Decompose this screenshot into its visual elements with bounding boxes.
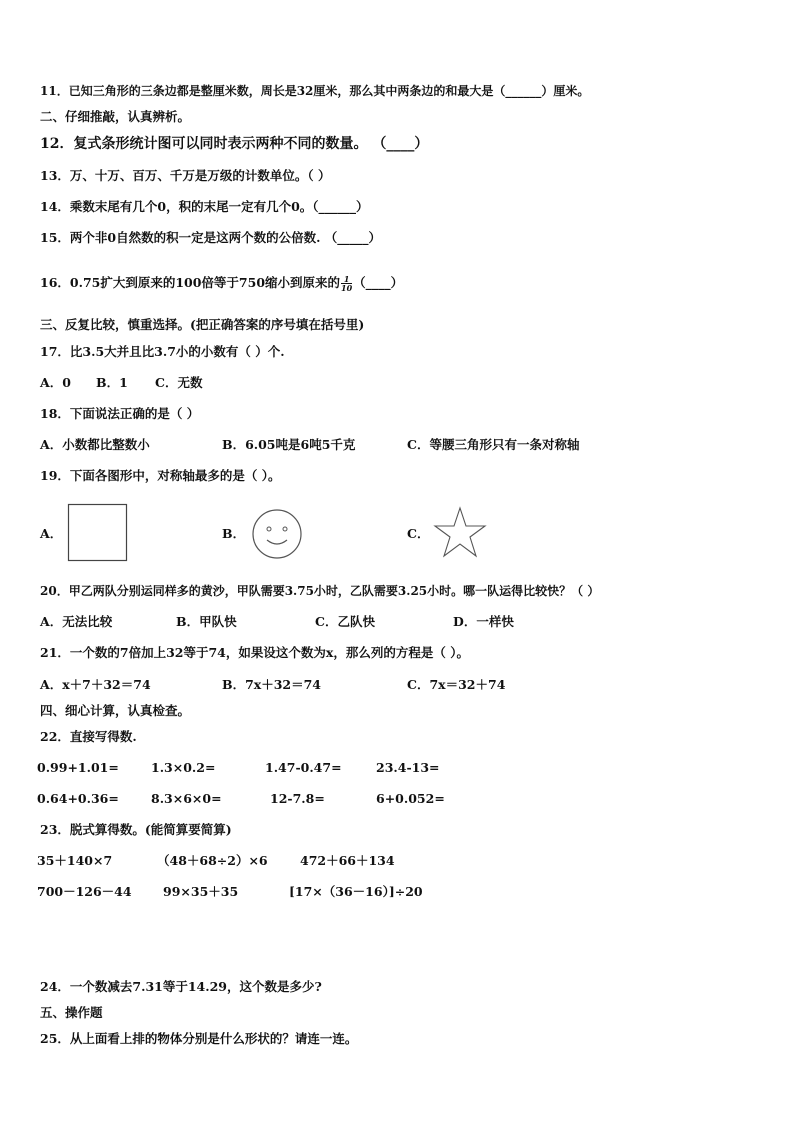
- question-20-stem: 20．甲乙两队分别运同样多的黄沙，甲队需要3.75小时，乙队需要3.25小时。哪一队运得比较快？（ ）: [40, 584, 600, 598]
- q20-option-b: B．甲队快: [176, 614, 237, 629]
- q22-r1-c2: 1.3×0.2=: [151, 760, 216, 775]
- q21-option-a: A．x＋7＋32＝74: [40, 677, 151, 692]
- q19-option-a-label: A．: [40, 526, 63, 541]
- square-figure: [67, 503, 129, 563]
- q22-r2-c3: 12-7.8=: [270, 791, 325, 806]
- question-16-text: 16．0.75扩大到原来的100倍等于750缩小到原来的: [40, 275, 341, 290]
- question-16: [40, 275, 403, 292]
- q22-r2-c4: 6+0.052=: [376, 791, 445, 806]
- question-13: 13．万、十万、百万、千万是万级的计数单位。（ ）: [40, 168, 331, 183]
- q21-option-c: C．7x＝32＋74: [407, 677, 506, 692]
- fraction-denominator: 10: [341, 283, 353, 293]
- section-2-heading: 二、仔细推敲，认真辨析。: [40, 109, 191, 124]
- q23-r2-c1: 700－126－44: [37, 884, 132, 899]
- question-25: 25．从上面看上排的物体分别是什么形状的？请连一连。: [40, 1031, 358, 1046]
- question-23-stem: 23．脱式算得数。(能简算要简算): [40, 822, 232, 837]
- q22-r1-c3: 1.47-0.47=: [265, 760, 342, 775]
- smiley-face-figure: [251, 508, 303, 560]
- q20-option-a: A．无法比较: [40, 614, 113, 629]
- q22-r1-c4: 23.4-13=: [376, 760, 440, 775]
- question-11: 11．已知三角形的三条边都是整厘米数，周长是32厘米，那么其中两条边的和最大是（______）厘米。: [40, 84, 590, 98]
- fraction-numerator: 1: [341, 275, 352, 284]
- q19-option-c-label: C．: [407, 526, 430, 541]
- question-12: 12．复式条形统计图可以同时表示两种不同的数量。 （____）: [40, 136, 429, 152]
- q22-r1-c1: 0.99+1.01=: [37, 760, 119, 775]
- question-17-stem: 17．比3.5大并且比3.7小的小数有（ ）个.: [40, 344, 285, 359]
- q22-r2-c2: 8.3×6×0=: [151, 791, 222, 806]
- question-14: 14．乘数末尾有几个0，积的末尾一定有几个0。（______）: [40, 199, 369, 214]
- question-19-stem: 19．下面各图形中，对称轴最多的是（ ）。: [40, 468, 281, 483]
- q22-r2-c1: 0.64+0.36=: [37, 791, 119, 806]
- question-15: 15．两个非0自然数的积一定是这两个数的公倍数. （_____）: [40, 230, 382, 245]
- q20-option-c: C．乙队快: [315, 614, 375, 629]
- question-21-stem: 21．一个数的7倍加上32等于74，如果设这个数为x，那么列的方程是（ ）。: [40, 645, 469, 660]
- section-5-heading: 五、操作题: [40, 1005, 103, 1020]
- question-22-stem: 22．直接写得数.: [40, 729, 137, 744]
- question-18-stem: 18．下面说法正确的是（ ）: [40, 406, 200, 421]
- q18-option-a: A．小数都比整数小: [40, 437, 150, 452]
- q17-option-c: C．无数: [155, 375, 203, 390]
- star-figure: [433, 506, 487, 558]
- q18-option-b: B．6.05吨是6吨5千克: [222, 437, 356, 452]
- q20-option-d: D．一样快: [453, 614, 514, 629]
- section-4-heading: 四、细心计算，认真检查。: [40, 703, 191, 718]
- q19-option-b-label: B．: [222, 526, 246, 541]
- section-3-heading: 三、反复比较，慎重选择。(把正确答案的序号填在括号里): [40, 317, 365, 332]
- q23-r2-c2: 99×35＋35: [163, 884, 239, 899]
- q23-r1-c1: 35＋140×7: [37, 853, 113, 868]
- q18-option-c: C．等腰三角形只有一条对称轴: [407, 437, 580, 452]
- question-24: 24．一个数减去7.31等于14.29，这个数是多少?: [40, 979, 322, 994]
- q23-r1-c3: 472＋66＋134: [300, 853, 395, 868]
- fraction-one-tenth: [341, 275, 352, 292]
- q17-option-a: A．0: [40, 375, 71, 390]
- question-16-blank: （____）: [353, 275, 404, 290]
- q23-r2-c3: [17×（36－16）]÷20: [289, 884, 423, 899]
- q21-option-b: B．7x＋32＝74: [222, 677, 322, 692]
- q17-option-b: B．1: [96, 375, 128, 390]
- q23-r1-c2: （48＋68÷2）×6: [157, 853, 268, 868]
